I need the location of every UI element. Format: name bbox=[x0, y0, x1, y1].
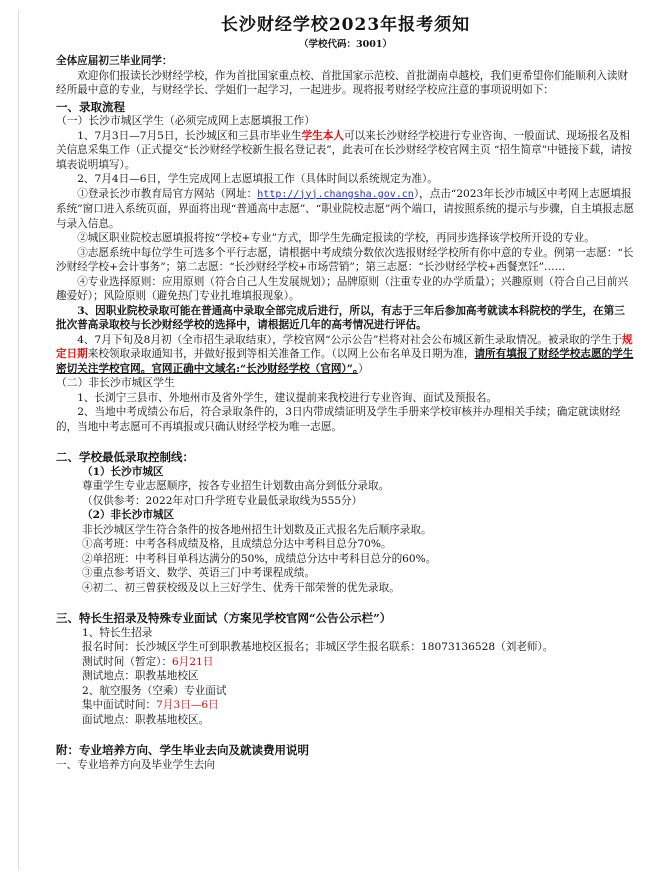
s3-paragraph-2: 报名时间：长沙城区学生可到职教基地校区报名；非城区学生报名联系：18073136528（刘老师）。 bbox=[82, 641, 554, 653]
s2-paragraph-7: ④初二、初三曾获校级及以上三好学生、优秀干部荣誉的优先录取。 bbox=[82, 581, 400, 594]
intro-paragraph: 欢迎你们报读长沙财经学校，作为首批国家重点校、首批国家示范校、首批湖南卓越校，我们更希望你们能顺利入读财经所最中意的专业，与财经学长、学姐们一起学习，一起进步。现将报考财经学校应注意的事项说明如下： bbox=[56, 69, 629, 96]
s1-paragraph-10: 2、当地中考成绩公布后，符合录取条件的，3日内带成绩证明及学生手册来学校审核并办理相关手续；确定就读财经的，当地中考志愿可不再填报或只确认财经学校为唯一志愿。 bbox=[56, 406, 621, 433]
s2-paragraph-2: （仅供参考：2022年对口升学班专业最低录取线为555分） bbox=[82, 494, 363, 507]
s3-paragraph-3 bbox=[56, 655, 635, 670]
text: ①登录长沙市教育局官方网站（网址： bbox=[77, 187, 258, 200]
greeting: 全体应届初三毕业同学： bbox=[56, 55, 173, 67]
text: 可以来长沙财经学校进行专业咨询、一般面试、现场报名及相关信息采集工作（正式提交“长沙财经学校新生报名登记表”，此表可在长沙财经学校官网主页 “招生简章”中链接下载，请按填表说明填写）。 bbox=[56, 129, 632, 171]
text: ），点击“2023年长沙市城区中考网上志愿填报系统”窗口进入系统页面，界面将出现“普通高中志愿”、“职业院校志愿”两个端口，请按照系统的提示与步骤，自主填报志愿与录入信息。 bbox=[56, 187, 634, 230]
s2-paragraph-3: 非长沙城区学生符合条件的按各地州招生计划数及正式报名先后顺序录取。 bbox=[82, 523, 432, 536]
s2-paragraph-1: 尊重学生专业志愿顺序，按各专业招生计划数由高分到低分录取。 bbox=[82, 480, 390, 492]
s3-paragraph-6 bbox=[56, 698, 635, 713]
s3-paragraph-1: 1、特长生招录 bbox=[82, 626, 153, 639]
s1-paragraph-5: ③志愿系统中每位学生可选多个平行志愿，请根据中考成绩分数依次选报财经学校所有你中意的专业。例第一志愿：“长沙财经学校+会计事务”；第二志愿：“长沙财经学校+市场营销”；第三志愿：“长沙财经学校+西餐烹饪”…… bbox=[56, 246, 634, 273]
s1-paragraph-2: 2、7月4日—6日，学生完成网上志愿填报工作（具体时间以系统规定为准）。 bbox=[77, 173, 438, 185]
s2-paragraph-6: ③重点参考语文、数学、英语三门中考课程成绩。 bbox=[82, 567, 316, 579]
edu-bureau-link[interactable]: http://jyj.changsha.gov.cn bbox=[257, 188, 414, 200]
text: 集中面试时间： bbox=[82, 699, 157, 711]
appendix-title: 附：专业培养方向、学生毕业去向及就读费用说明 bbox=[56, 743, 309, 757]
s2-paragraph-4: ①高考班：中考各科成绩及格，且成绩总分达中考科目总分70%。 bbox=[82, 538, 392, 550]
highlight-deadline: 规定日期 bbox=[56, 333, 633, 360]
s1-paragraph-6: ④专业选择原则：应用原则（符合自己人生发展规划）；品牌原则（注重专业的办学质量）；兴趣原则（符合自己目前兴趣爱好）；风险原则（避免热门专业扎堆填报现象）。 bbox=[56, 275, 629, 302]
s1-paragraph-7: 3、因职业院校录取可能在普通高中录取全部完成后进行，所以，有志于三年后参加高考就读本科院校的学生，在第三批次普高录取校与长沙财经学校的选择中，请根据近几年的高考情况进行评估。 bbox=[56, 304, 625, 331]
page-edge bbox=[18, 10, 25, 870]
section-2-sub-2: （2）非长沙市城区 bbox=[82, 509, 175, 521]
school-code: （学校代码：3001） bbox=[299, 39, 392, 50]
s3-paragraph-7: 面试地点：职教基地校区。 bbox=[82, 713, 210, 726]
section-1-title: 一、录取流程 bbox=[56, 99, 125, 114]
highlight-student-self: 学生本人 bbox=[301, 129, 344, 142]
text: 4、7月下旬及8月初（全市招生录取结束），学校官网“公示公告”栏将对社会公布城区新生录取情况。被录取的学生于 bbox=[77, 333, 623, 346]
text: 1、7月3日—7月5日，长沙城区和三县市毕业生 bbox=[77, 129, 302, 142]
s3-paragraph-5: 2、航空服务（空乘）专业面试 bbox=[82, 684, 227, 697]
s1-paragraph-9: 1、长浏宁三县市、外地州市及省外学生，建议提前来我校进行专业咨询、面试及预报名。 bbox=[77, 391, 498, 404]
s1-paragraph-8 bbox=[56, 333, 635, 377]
appendix-paragraph-1: 一、专业培养方向及毕业学生去向 bbox=[56, 758, 215, 771]
section-3-title: 三、特长生招录及特殊专业面试（方案见学校官网“公告公示栏”） bbox=[56, 611, 392, 625]
s1-paragraph-4: ②城区职业院校志愿填报将按“学校+专业”方式，即学生先确定报读的学校，再同步选择该学校所开设的专业。 bbox=[77, 232, 595, 244]
section-1-sub-1: （一）长沙市城区学生（必须完成网上志愿填报工作） bbox=[56, 114, 316, 127]
section-2-sub-1: （1）长沙市城区 bbox=[82, 465, 164, 478]
test-date: 6月21日 bbox=[172, 655, 214, 668]
text: 测试时间（暂定）： bbox=[82, 655, 173, 668]
s1-paragraph-3 bbox=[56, 187, 635, 232]
page-title: 长沙财经学校2023年报考须知 bbox=[220, 15, 471, 35]
interview-date: 7月3日—6日 bbox=[156, 699, 219, 711]
section-1-sub-2: （二）非长沙市城区学生 bbox=[56, 376, 175, 389]
text: 来校领取录取通知书，并做好报到等相关准备工作。（以网上公布名单及日期为准， bbox=[87, 348, 475, 360]
text: ） bbox=[358, 362, 369, 375]
official-site-note: 请所有填报了财经学校志愿的学生密切关注学校官网。官网正确中文域名:“长沙财经学校（官网）”。 bbox=[56, 348, 634, 375]
s3-paragraph-4: 测试地点：职教基地校区 bbox=[82, 670, 199, 682]
s2-paragraph-5: ②单招班：中考科目单科达满分的50%，成绩总分达中考科目总分的60%。 bbox=[82, 552, 437, 565]
section-2-title: 二、学校最低录取控制线： bbox=[56, 450, 194, 464]
s1-paragraph-1 bbox=[56, 129, 635, 173]
